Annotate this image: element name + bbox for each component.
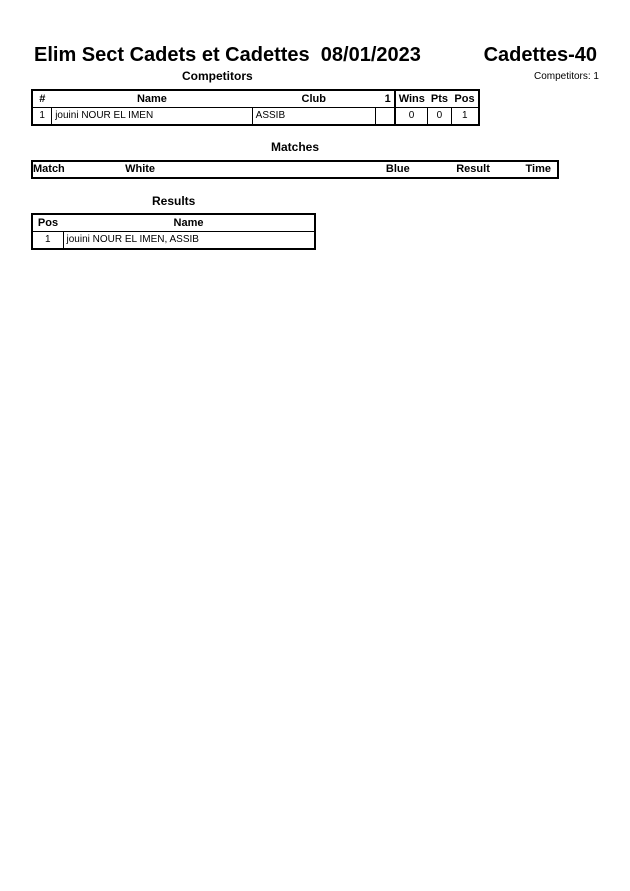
- competitor-row: [32, 108, 479, 126]
- competitor-name: jouini NOUR EL IMEN: [52, 108, 252, 126]
- competitors-count: Competitors: 1: [533, 71, 599, 82]
- competitor-club: ASSIB: [252, 108, 376, 126]
- col-pts-header: Pts: [428, 90, 451, 108]
- matches-header-row: [32, 161, 558, 178]
- col-match-header: Match: [33, 163, 65, 175]
- col-pos-header: Pos: [451, 90, 479, 108]
- competitor-num: 1: [32, 108, 52, 126]
- result-name: jouini NOUR EL IMEN, ASSIB: [66, 234, 199, 245]
- results-heading: Results: [152, 194, 196, 208]
- competitors-header-row: [32, 90, 479, 108]
- col-blue-header: Blue: [385, 163, 410, 175]
- matches-heading: Matches: [271, 140, 320, 154]
- results-table: [31, 213, 316, 250]
- col-result-pos-header: Pos: [32, 214, 63, 232]
- competitors-heading: Competitors: [182, 69, 253, 83]
- result-pos: 1: [32, 232, 63, 250]
- competitor-wins: 0: [395, 108, 428, 126]
- col-result-name-header: Name: [63, 214, 315, 232]
- category-title: Cadettes-40: [483, 44, 597, 66]
- col-time-header: Time: [525, 163, 551, 175]
- competitors-table: [31, 89, 480, 126]
- col-club-header: Club: [252, 90, 376, 108]
- document-title: Elim Sect Cadets et Cadettes 08/01/2023: [34, 44, 421, 66]
- competitor-round1: [376, 108, 395, 126]
- matches-table: [31, 160, 559, 179]
- competitor-pos: 1: [461, 110, 468, 121]
- result-row: [32, 232, 315, 250]
- results-header-row: [32, 214, 315, 232]
- col-num-header: #: [32, 90, 52, 108]
- col-result-header: Result: [456, 163, 490, 175]
- col-wins-header: Wins: [395, 90, 428, 108]
- col-name-header: Name: [52, 90, 252, 108]
- col-white-header: White: [125, 163, 156, 175]
- col-round1-header: 1: [376, 90, 395, 108]
- competitor-pts: 0: [428, 108, 451, 126]
